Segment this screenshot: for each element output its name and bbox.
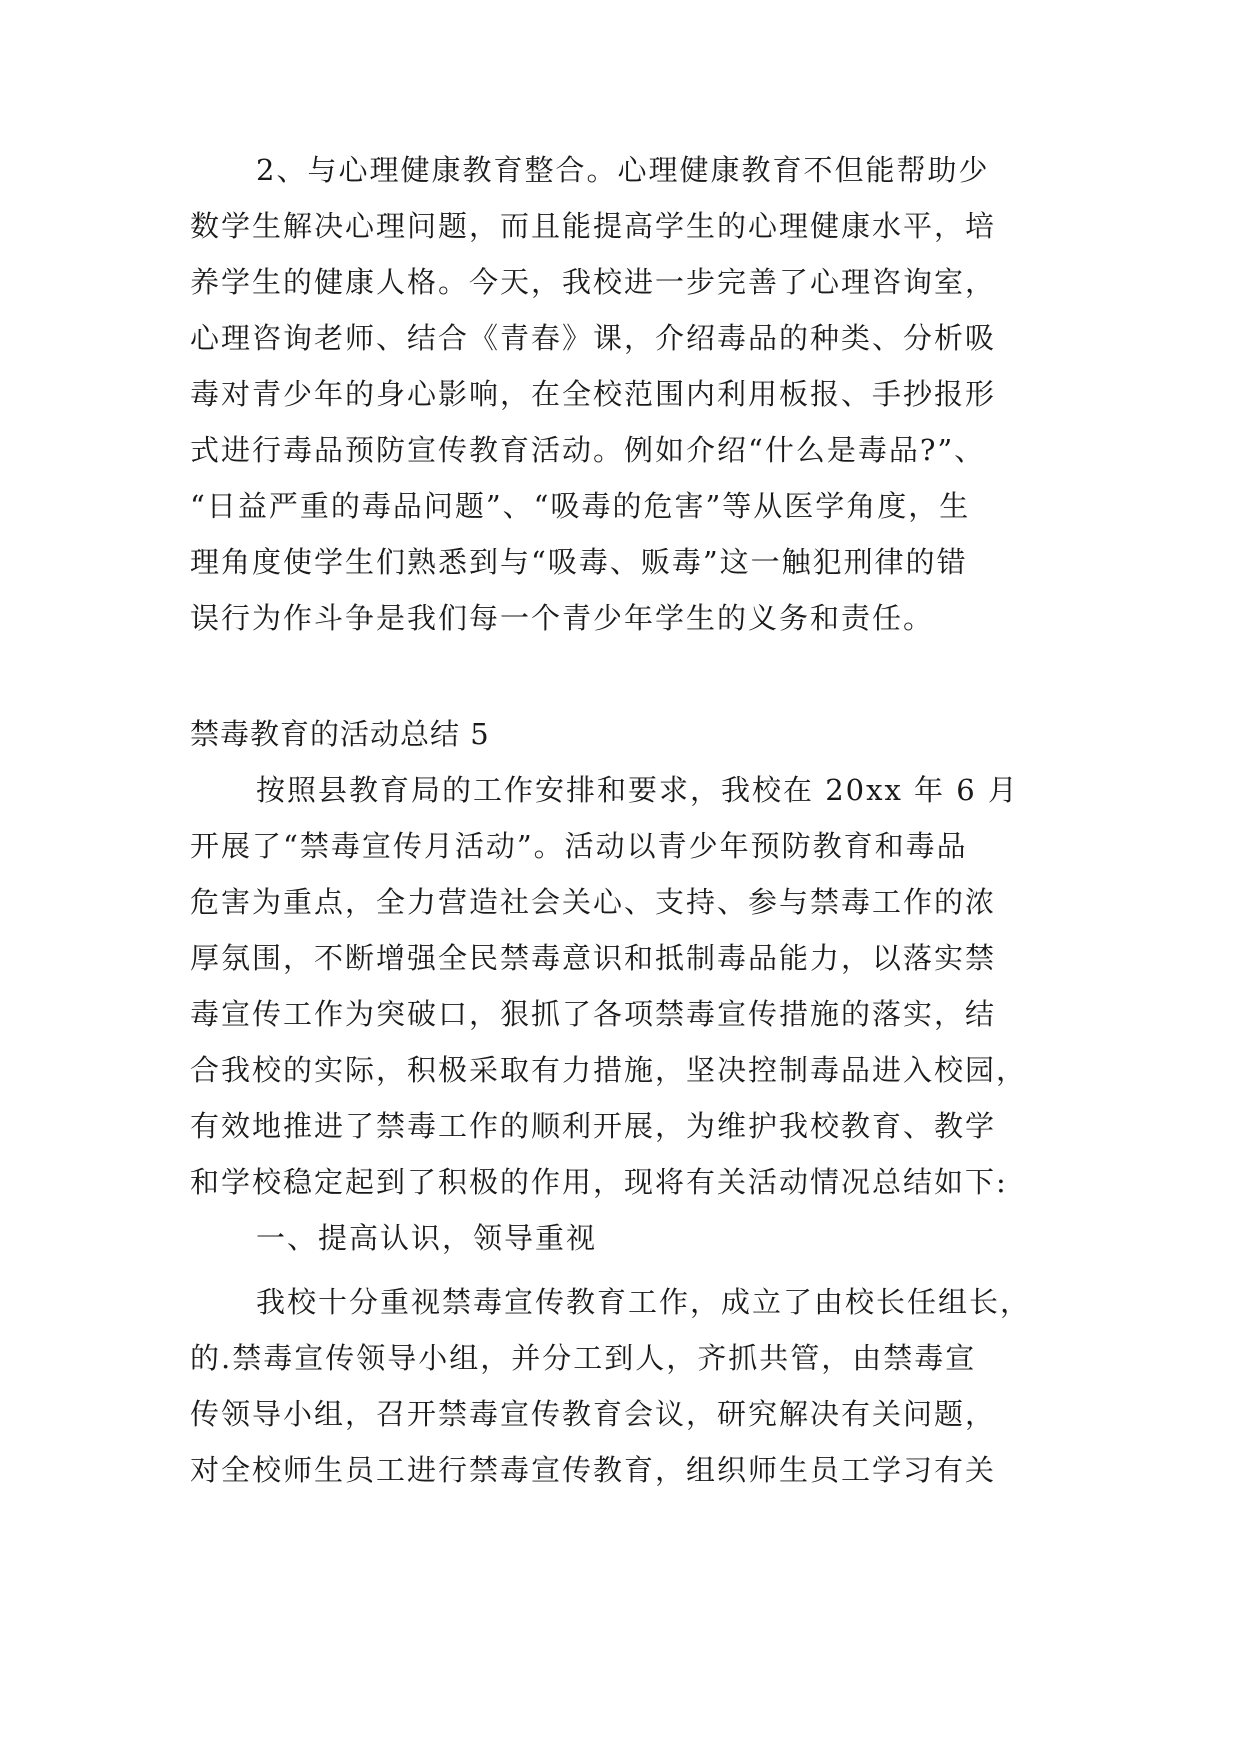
paragraph-line: 养学生的健康人格。今天，我校进一步完善了心理咨询室， <box>190 265 997 299</box>
section-title: 禁毒教育的活动总结 5 <box>190 717 490 751</box>
paragraph-line: 按照县教育局的工作安排和要求，我校在 20xx 年 6 月 <box>256 773 1019 807</box>
paragraph-line: 对全校师生员工进行禁毒宣传教育，组织师生员工学习有关 <box>190 1453 997 1487</box>
paragraph-line: 毒宣传工作为突破口，狠抓了各项禁毒宣传措施的落实，结 <box>190 997 997 1031</box>
paragraph-line: 式进行毒品预防宣传教育活动。例如介绍“什么是毒品?”、 <box>190 433 986 467</box>
paragraph-line: 数学生解决心理问题，而且能提高学生的心理健康水平，培 <box>190 209 997 243</box>
paragraph-line: 我校十分重视禁毒宣传教育工作，成立了由校长任组长， <box>256 1285 1032 1319</box>
paragraph-line: 和学校稳定起到了积极的作用，现将有关活动情况总结如下: <box>190 1165 1008 1199</box>
paragraph-line: 误行为作斗争是我们每一个青少年学生的义务和责任。 <box>190 601 935 635</box>
paragraph-line: 合我校的实际，积极采取有力措施，坚决控制毒品进入校园， <box>190 1053 1028 1087</box>
paragraph-line: 毒对青少年的身心影响，在全校范围内利用板报、手抄报形 <box>190 377 997 411</box>
paragraph-line: 开展了“禁毒宣传月活动”。活动以青少年预防教育和毒品 <box>190 829 968 863</box>
paragraph-line: 心理咨询老师、结合《青春》课，介绍毒品的种类、分析吸 <box>190 321 997 355</box>
paragraph-line: 厚氛围，不断增强全民禁毒意识和抵制毒品能力，以落实禁 <box>190 941 997 975</box>
paragraph-line: 危害为重点，全力营造社会关心、支持、参与禁毒工作的浓 <box>190 885 997 919</box>
paragraph-line: “日益严重的毒品问题”、“吸毒的危害”等从医学角度，生 <box>190 489 971 523</box>
paragraph-line: 有效地推进了禁毒工作的顺利开展，为维护我校教育、教学 <box>190 1109 997 1143</box>
paragraph-line: 的.禁毒宣传领导小组，并分工到人，齐抓共管，由禁毒宣 <box>190 1341 977 1375</box>
paragraph-line: 2、与心理健康教育整合。心理健康教育不但能帮助少 <box>256 153 990 187</box>
paragraph-line: 理角度使学生们熟悉到与“吸毒、贩毒”这一触犯刑律的错 <box>190 545 968 579</box>
paragraph-line: 传领导小组，召开禁毒宣传教育会议，研究解决有关问题， <box>190 1397 997 1431</box>
subheading: 一、提高认识，领导重视 <box>256 1221 598 1255</box>
